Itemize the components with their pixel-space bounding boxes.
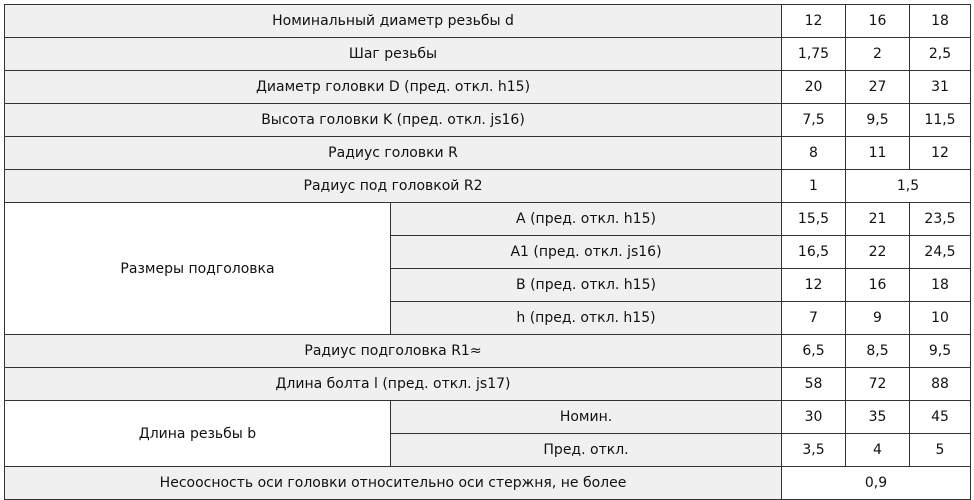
sub-label: B (пред. откл. h15) xyxy=(391,269,782,302)
table-row xyxy=(5,71,971,104)
value-cell: 35 xyxy=(846,401,910,434)
value-cell: 11,5 xyxy=(910,104,971,137)
row-label: Высота головки K (пред. откл. js16) xyxy=(5,104,782,137)
value-cell: 6,5 xyxy=(782,335,846,368)
value-cell: 1,5 xyxy=(846,170,971,203)
sub-label: A1 (пред. откл. js16) xyxy=(391,236,782,269)
value-cell: 16 xyxy=(846,269,910,302)
sub-label: Номин. xyxy=(391,401,782,434)
value-cell: 45 xyxy=(910,401,971,434)
value-cell: 16,5 xyxy=(782,236,846,269)
table-row xyxy=(5,368,971,401)
value-cell: 88 xyxy=(910,368,971,401)
table-row xyxy=(5,38,971,71)
value-cell: 8,5 xyxy=(846,335,910,368)
value-cell: 10 xyxy=(910,302,971,335)
table-row xyxy=(5,137,971,170)
value-cell: 72 xyxy=(846,368,910,401)
value-cell: 7,5 xyxy=(782,104,846,137)
table-row xyxy=(5,104,971,137)
bolt-dimensions-table xyxy=(4,4,971,500)
value-cell: 18 xyxy=(910,269,971,302)
value-cell: 3,5 xyxy=(782,434,846,467)
table-row xyxy=(5,170,971,203)
value-cell: 23,5 xyxy=(910,203,971,236)
value-cell: 2,5 xyxy=(910,38,971,71)
table-row xyxy=(5,5,971,38)
value-cell: 1 xyxy=(782,170,846,203)
value-cell: 21 xyxy=(846,203,910,236)
row-label: Номинальный диаметр резьбы d xyxy=(5,5,782,38)
table-row xyxy=(5,401,971,434)
group-label: Длина резьбы b xyxy=(5,401,391,467)
value-cell: 12 xyxy=(782,269,846,302)
value-cell: 24,5 xyxy=(910,236,971,269)
value-cell: 5 xyxy=(910,434,971,467)
table-row xyxy=(5,203,971,236)
value-cell: 27 xyxy=(846,71,910,104)
value-cell: 31 xyxy=(910,71,971,104)
value-cell: 58 xyxy=(782,368,846,401)
value-cell: 22 xyxy=(846,236,910,269)
row-label: Радиус под головкой R2 xyxy=(5,170,782,203)
group-label: Размеры подголовка xyxy=(5,203,391,335)
value-cell: 12 xyxy=(782,5,846,38)
value-cell: 16 xyxy=(846,5,910,38)
value-cell: 18 xyxy=(910,5,971,38)
value-cell: 0,9 xyxy=(782,467,971,500)
value-cell: 1,75 xyxy=(782,38,846,71)
sub-label: h (пред. откл. h15) xyxy=(391,302,782,335)
value-cell: 4 xyxy=(846,434,910,467)
value-cell: 15,5 xyxy=(782,203,846,236)
value-cell: 8 xyxy=(782,137,846,170)
row-label: Радиус головки R xyxy=(5,137,782,170)
value-cell: 20 xyxy=(782,71,846,104)
value-cell: 2 xyxy=(846,38,910,71)
value-cell: 11 xyxy=(846,137,910,170)
value-cell: 30 xyxy=(782,401,846,434)
table-row xyxy=(5,335,971,368)
row-label: Несоосность оси головки относительно оси стержня, не более xyxy=(5,467,782,500)
value-cell: 9 xyxy=(846,302,910,335)
value-cell: 7 xyxy=(782,302,846,335)
row-label: Радиус подголовка R1≈ xyxy=(5,335,782,368)
sub-label: Пред. откл. xyxy=(391,434,782,467)
row-label: Шаг резьбы xyxy=(5,38,782,71)
value-cell: 12 xyxy=(910,137,971,170)
value-cell: 9,5 xyxy=(846,104,910,137)
row-label: Длина болта l (пред. откл. js17) xyxy=(5,368,782,401)
sub-label: A (пред. откл. h15) xyxy=(391,203,782,236)
value-cell: 9,5 xyxy=(910,335,971,368)
row-label: Диаметр головки D (пред. откл. h15) xyxy=(5,71,782,104)
